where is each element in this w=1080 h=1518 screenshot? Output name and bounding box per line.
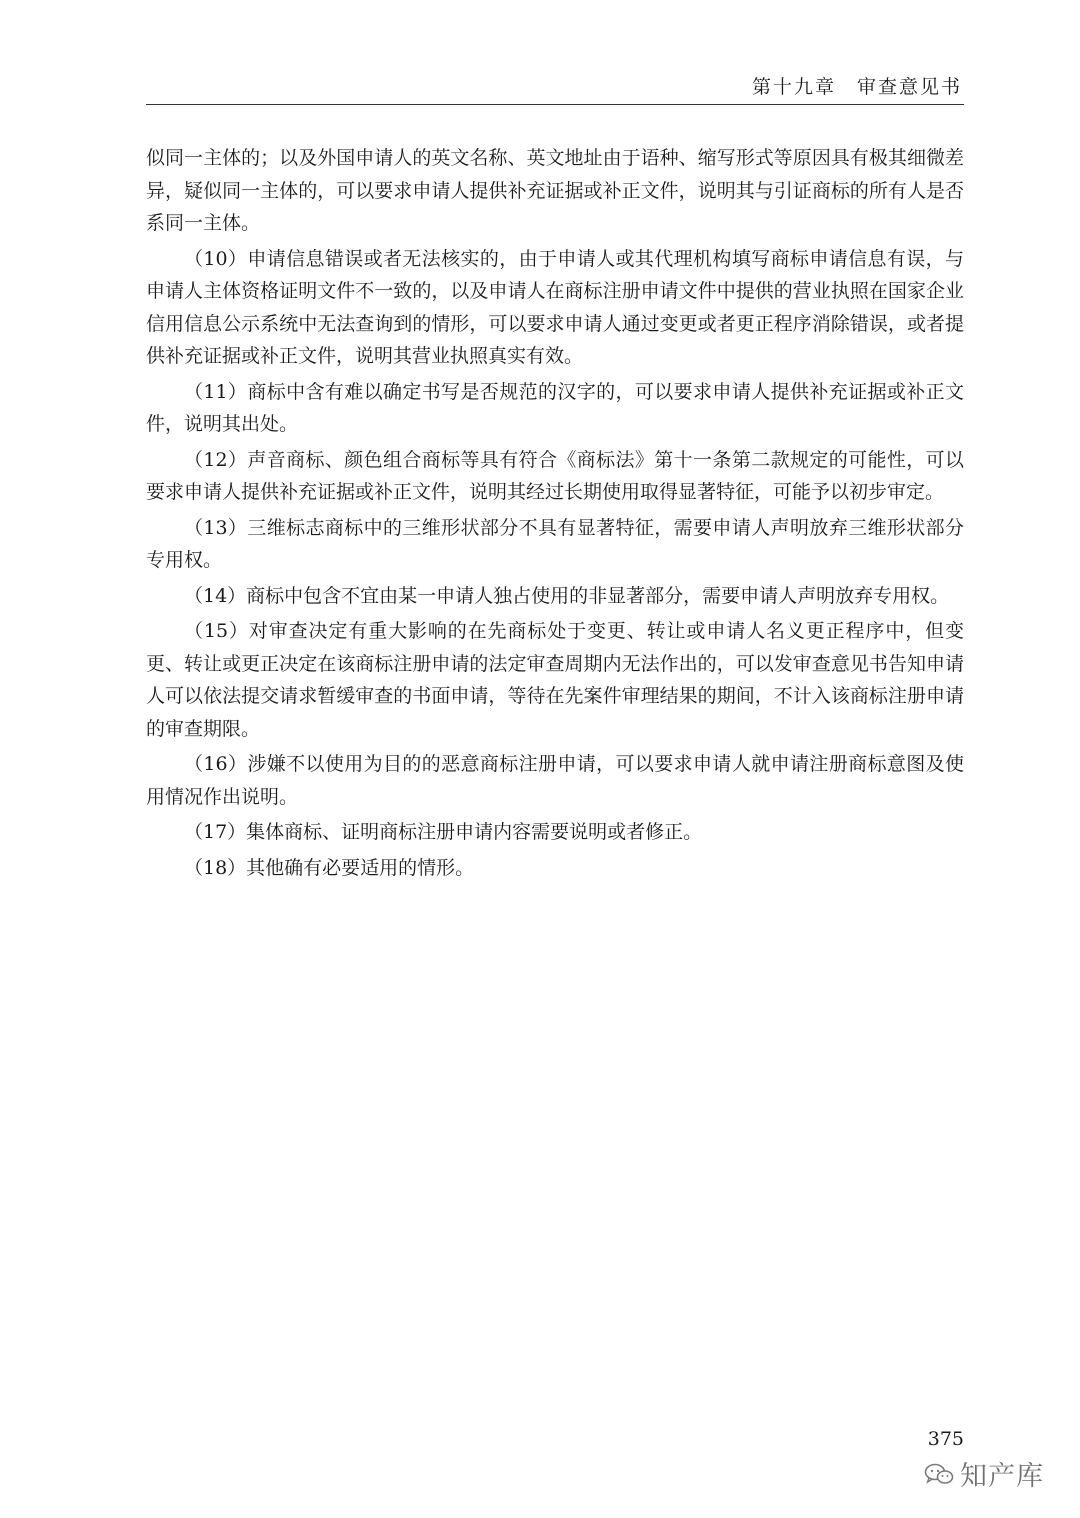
page-number: 375 xyxy=(927,1428,964,1450)
paragraph-continuation: 似同一主体的；以及外国申请人的英文名称、英文地址由于语种、缩写形式等原因具有极其细微差异，疑似同一主体的，可以要求申请人提供补充证据或补正文件，说明其与引证商标的所有人是否系同一主体。 xyxy=(146,147,964,234)
paragraph-item-12: （12）声音商标、颜色组合商标等具有符合《商标法》第十一条第二款规定的可能性，可以要求申请人提供补充证据或补正文件，说明其经过长期使用取得显著特征，可能予以初步审定。 xyxy=(146,448,964,503)
running-header xyxy=(146,60,964,105)
watermark xyxy=(924,1454,1044,1493)
paragraph-item-18: （18）其他确有必要适用的情形。 xyxy=(184,856,475,879)
body-text xyxy=(146,142,964,887)
paragraph-item-11: （11）商标中含有难以确定书写是否规范的汉字的，可以要求申请人提供补充证据或补正文件，说明其出处。 xyxy=(146,380,964,435)
paragraph-item-17: （17）集体商标、证明商标注册申请内容需要说明或者修正。 xyxy=(184,821,703,843)
paragraph-item-14: （14）商标中包含不宜由某一申请人独占使用的非显著部分，需要申请人声明放弃专用权。 xyxy=(184,584,950,607)
wechat-icon xyxy=(924,1462,954,1486)
chapter-title: 第十九章 审查意见书 xyxy=(751,76,962,98)
paragraph-item-13: （13）三维标志商标中的三维形状部分不具有显著特征，需要申请人声明放弃三维形状部分专用权。 xyxy=(146,516,964,571)
paragraph-item-15: （15）对审查决定有重大影响的在先商标处于变更、转让或申请人名义更正程序中，但变更、转让或更正决定在该商标注册申请的法定审查周期内无法作出的，可以发审查意见书告知申请人可以依法提交请求暂缓审查的书面申请，等待在先案件审理结果的期间，不计入该商标注册申请的审查期限。 xyxy=(146,620,964,740)
paragraph-item-10: （10）申请信息错误或者无法核实的，由于申请人或其代理机构填写商标申请信息有误，与申请人主体资格证明文件不一致的，以及申请人在商标注册申请文件中提供的营业执照在国家企业信用信息公示系统中无法查询到的情形，可以要求申请人通过变更或者更正程序消除错误，或者提供补充证据或补正文件，说明其营业执照真实有效。 xyxy=(146,247,964,367)
watermark-text: 知产库 xyxy=(960,1461,1044,1492)
paragraph-item-16: （16）涉嫌不以使用为目的的恶意商标注册申请，可以要求申请人就申请注册商标意图及使用情况作出说明。 xyxy=(146,753,964,808)
